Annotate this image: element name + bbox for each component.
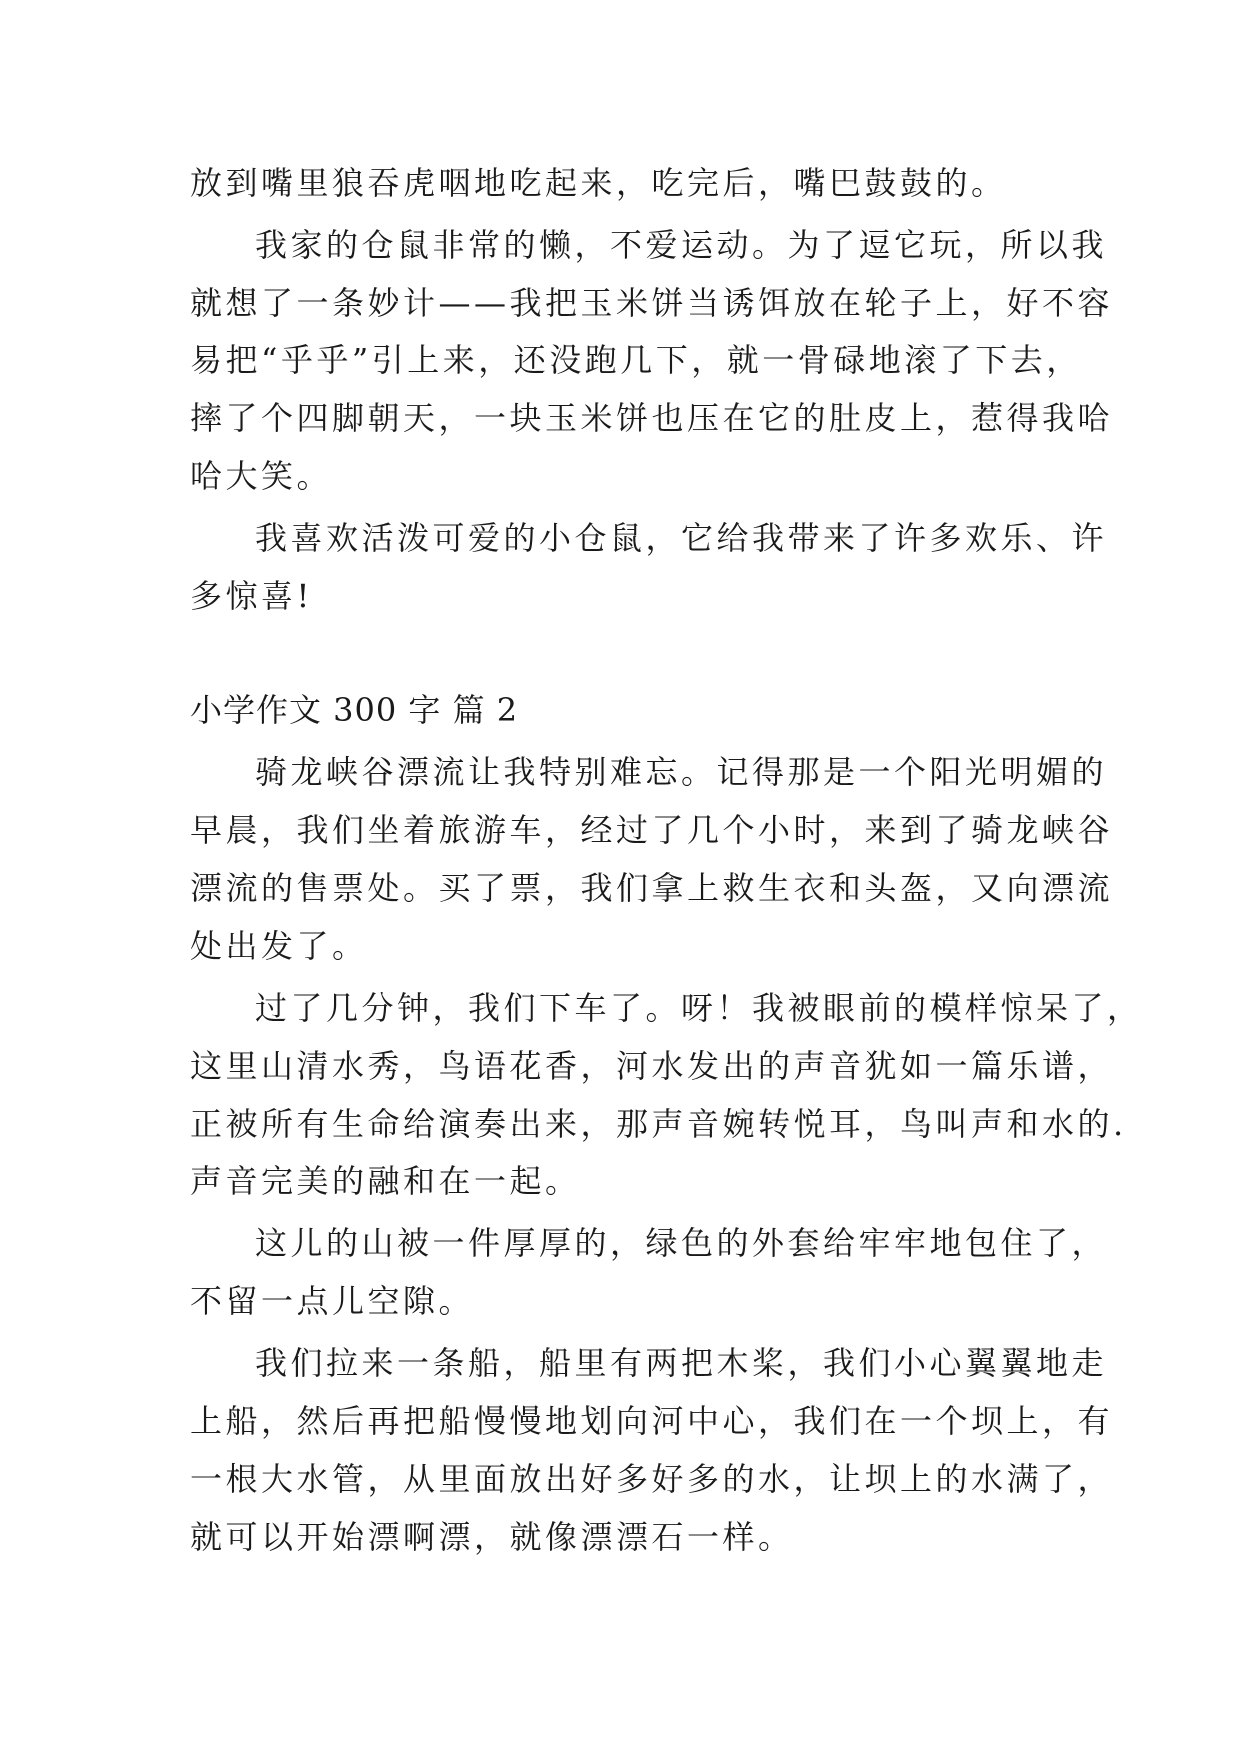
- section-heading: 小学作文 300 字 篇 2: [190, 691, 519, 729]
- text-line: 这儿的山被一件厚厚的，绿色的外套给牢牢地包住了，: [255, 1224, 1108, 1262]
- text-line: 多惊喜!: [190, 577, 313, 615]
- text-line: 易把“乎乎”引上来，还没跑几下，就一骨碌地滚了下去，: [190, 341, 1082, 379]
- text-line: 过了几分钟，我们下车了。呀！我被眼前的模样惊呆了，: [255, 989, 1143, 1027]
- text-line: 我家的仓鼠非常的懒，不爱运动。为了逗它玩，所以我: [255, 226, 1108, 264]
- text-line: 就想了一条妙计——我把玉米饼当诱饵放在轮子上，好不容: [190, 284, 1114, 322]
- text-line: 摔了个四脚朝天，一块玉米饼也压在它的肚皮上，惹得我哈: [190, 399, 1114, 437]
- text-line: 早晨，我们坐着旅游车，经过了几个小时，来到了骑龙峡谷: [190, 811, 1114, 849]
- text-line: 处出发了。: [190, 927, 368, 965]
- text-line: 声音完美的融和在一起。: [190, 1162, 581, 1200]
- text-line: 这里山清水秀，鸟语花香，河水发出的声音犹如一篇乐谱，: [190, 1047, 1114, 1085]
- text-line: 放到嘴里狼吞虎咽地吃起来，吃完后，嘴巴鼓鼓的。: [190, 164, 1007, 202]
- text-line: 骑龙峡谷漂流让我特别难忘。记得那是一个阳光明媚的: [255, 753, 1108, 791]
- text-line: 我们拉来一条船，船里有两把木桨，我们小心翼翼地走: [255, 1344, 1108, 1382]
- text-line: 上船，然后再把船慢慢地划向河中心，我们在一个坝上，有: [190, 1402, 1114, 1440]
- text-line: 哈大笑。: [190, 457, 333, 495]
- text-line: 正被所有生命给演奏出来，那声音婉转悦耳，鸟叫声和水的.: [190, 1105, 1127, 1143]
- text-line: 就可以开始漂啊漂，就像漂漂石一样。: [190, 1518, 794, 1556]
- text-line: 不留一点儿空隙。: [190, 1282, 475, 1320]
- text-line: 一根大水管，从里面放出好多好多的水，让坝上的水满了，: [190, 1460, 1114, 1498]
- text-line: 漂流的售票处。买了票，我们拿上救生衣和头盔，又向漂流: [190, 869, 1114, 907]
- text-line: 我喜欢活泼可爱的小仓鼠，它给我带来了许多欢乐、许: [255, 519, 1108, 557]
